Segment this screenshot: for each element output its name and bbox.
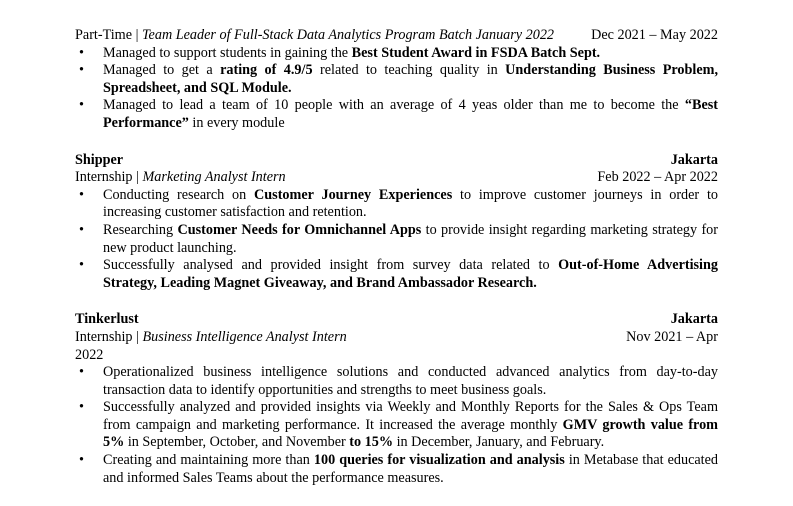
role-type: Internship: [75, 169, 133, 186]
bullet-text: Managed to lead a team of 10 people with an average of 4 yeas older than me to become the: [103, 97, 685, 114]
experience-tinkerlust: [75, 311, 718, 487]
role-heading: [75, 169, 286, 187]
bullet-item: [75, 257, 718, 292]
role-title: Team Leader of Full-Stack Data Analytics Program Batch January 2022: [141, 27, 555, 43]
resume-experience-page: [75, 27, 718, 506]
bullet-item: [75, 45, 718, 63]
role-dates: Nov 2021 – Apr: [626, 328, 718, 345]
bullet-list: [75, 187, 718, 293]
bullet-text: Successfully analysed and provided insight from survey data related to: [103, 257, 559, 274]
bullet-icon: •: [79, 221, 84, 238]
bullet-highlight: 100 queries for visualization and analysis: [313, 452, 565, 469]
bullet-text: in September, October, and November: [124, 434, 350, 451]
bullet-text: in Metabase that educated and informed Sales Teams about the performance measures.: [103, 452, 719, 486]
role-title: Business Intelligence Analyst Intern: [142, 328, 347, 345]
bullet-highlight: Best Student Award in FSDA Batch Sept.: [351, 44, 601, 61]
role-heading: [75, 329, 347, 347]
role-dates: Feb 2022 – Apr 2022: [597, 169, 718, 186]
company-name: Tinkerlust: [75, 311, 139, 328]
role-line: [75, 169, 718, 187]
role-line: [75, 329, 718, 347]
role-dates: Dec 2021 – May 2022: [591, 27, 718, 43]
bullet-list: [75, 364, 718, 487]
bullet-icon: •: [79, 44, 84, 61]
bullet-text: in every module: [188, 114, 285, 131]
bullet-item: [75, 452, 718, 487]
bullet-item: [75, 97, 718, 132]
role-title: Marketing Analyst Intern: [142, 169, 286, 186]
bullet-icon: •: [79, 364, 84, 381]
company-line: [75, 311, 718, 329]
bullet-highlight: rating of 4.9/5: [220, 62, 313, 79]
role-line: [75, 27, 718, 45]
bullet-text: Researching: [103, 221, 178, 238]
experience-part-time-team-leader: [75, 27, 718, 133]
bullet-icon: •: [79, 62, 84, 79]
company-name: Shipper: [75, 151, 124, 168]
bullet-text: Creating and maintaining more than: [103, 452, 314, 469]
bullet-icon: •: [79, 399, 84, 416]
bullet-highlight: Out-of-Home Advertising Strategy, Leading Magnet Giveaway, and Brand Ambassador Research.: [103, 257, 718, 291]
company-location: Jakarta: [670, 151, 718, 168]
bullet-item: [75, 62, 718, 97]
bullet-text: Managed to support students in gaining the: [103, 44, 352, 61]
bullet-highlight: GMV growth value from 5%: [103, 416, 718, 451]
bullet-item: [75, 222, 718, 257]
bullet-text: Conducting research on: [103, 186, 255, 203]
bullet-icon: •: [79, 257, 84, 274]
bullet-highlight: to 15%: [349, 434, 394, 451]
bullet-text: to provide insight regarding marketing strategy for new product launching.: [103, 221, 718, 256]
bullet-highlight: Customer Needs for Omnichannel Apps: [177, 221, 422, 238]
role-type: Part-Time: [75, 27, 133, 43]
role-separator: |: [132, 169, 143, 186]
role-heading: [75, 27, 554, 45]
role-dates-wrap: 2022: [75, 346, 104, 363]
experience-shipper: [75, 152, 718, 293]
bullet-highlight: Understanding Business Problem, Spreadsheet, and SQL Module.: [103, 62, 719, 96]
bullet-icon: •: [79, 452, 84, 469]
bullet-item: [75, 399, 718, 452]
role-type: Internship: [75, 328, 133, 345]
role-separator: |: [132, 27, 142, 43]
bullet-text: Operationalized business intelligence solutions and conducted advanced analytics from day-to-day transaction data to identify opportunities and strengths to meet business goals.: [103, 364, 718, 398]
bullet-text: Managed to get a: [103, 62, 221, 79]
company-line: [75, 152, 718, 170]
role-separator: |: [132, 328, 143, 345]
bullet-icon: •: [79, 97, 84, 114]
bullet-text: related to teaching quality in: [312, 62, 506, 79]
bullet-list: [75, 45, 718, 133]
bullet-text: to improve customer journeys in order to increasing customer satisfaction and retention.: [103, 186, 718, 221]
bullet-item: [75, 364, 718, 399]
bullet-icon: •: [79, 186, 84, 203]
bullet-highlight: Customer Journey Experiences: [254, 186, 453, 203]
bullet-item: [75, 187, 718, 222]
bullet-highlight: “Best Performance”: [103, 97, 718, 131]
bullet-text: in December, January, and February.: [393, 434, 605, 451]
company-location: Jakarta: [670, 311, 718, 328]
bullet-text: Successfully analyzed and provided insights via Weekly and Monthly Reports for the Sales & Ops Team from campaign and marketing performance. It increased the average monthly: [103, 399, 718, 433]
